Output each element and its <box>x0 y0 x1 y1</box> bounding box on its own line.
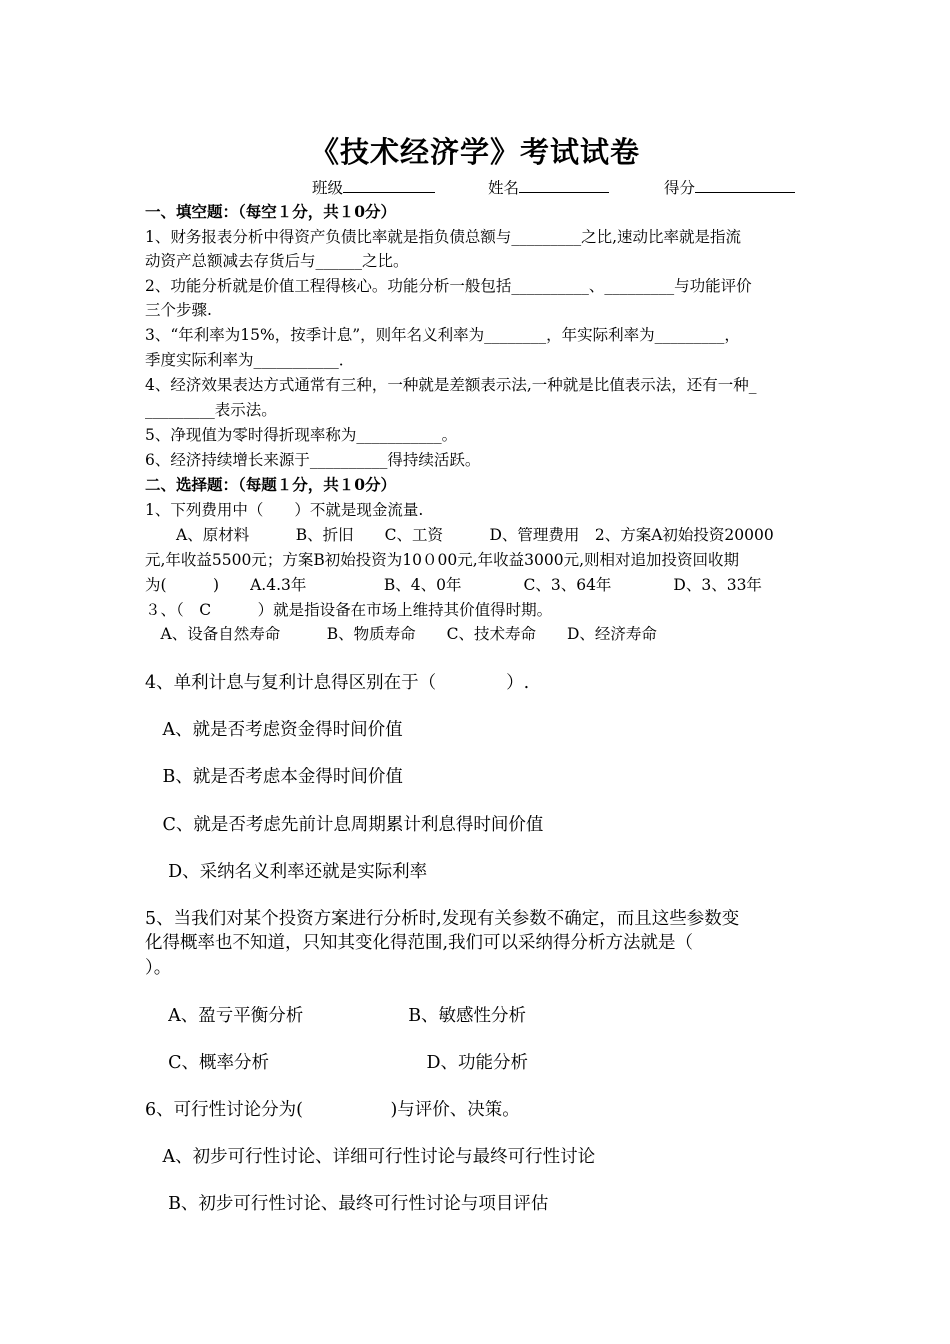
name-label: 姓名 <box>488 179 520 197</box>
fill-line: 季度实际利率为___________． <box>145 351 355 369</box>
fill-line: 3、“年利率为15%，按季计息”，则年名义利率为________，年实际利率为_________， <box>145 326 740 344</box>
question-5-options-ab: A、盈亏平衡分析 B、敏感性分析 <box>145 1006 527 1026</box>
class-label: 班级 <box>312 179 344 197</box>
fill-line: 三个步骤. <box>145 301 212 319</box>
question-4: 4、单利计息与复利计息得区别在于（ ）. <box>145 673 530 693</box>
question-5-line: 化得概率也不知道，只知其变化得范围,我们可以采纳得分析方法就是（ <box>145 933 694 953</box>
fill-line: 动资产总额减去存货后与______之比。 <box>145 252 409 270</box>
score-blank[interactable] <box>695 177 795 193</box>
fill-line: 1、财务报表分析中得资产负债比率就是指负债总额与_________之比,速动比率就是指流 <box>145 228 742 246</box>
question-5-options-cd: C、概率分析 D、功能分析 <box>145 1053 528 1073</box>
question-2-line: 为( ) A.4.3年 B、4、0年 C、3、64年 D、3、33年 <box>145 576 762 594</box>
question-5-line: 5、当我们对某个投资方案进行分析时,发现有关参数不确定，而且这些参数变 <box>145 909 740 929</box>
choice-section-heading: 二、选择题：（每题１分，共１0分） <box>145 475 397 494</box>
question-4-option-b: B、就是否考虑本金得时间价值 <box>145 767 403 787</box>
question-2-line: 元,年收益5500元；方案B初始投资为10０00元,年收益3000元,则相对追加投资回收期 <box>145 551 740 569</box>
score-field <box>664 176 795 198</box>
name-field <box>488 176 609 198</box>
question-4-option-c: C、就是否考虑先前计息周期累计利息得时间价值 <box>145 815 544 835</box>
fill-section-heading: 一、填空题：（每空１分，共１0分） <box>145 202 397 221</box>
fill-line: 5、净现值为零时得折现率称为___________。 <box>145 426 458 444</box>
question-4-option-a: A、就是否考虑资金得时间价值 <box>145 720 403 740</box>
class-blank[interactable] <box>343 177 435 193</box>
exam-title: 《技术经济学》考试试卷 <box>309 135 640 169</box>
fill-line: 2、功能分析就是价值工程得核心。功能分析一般包括__________、_________与功能评价 <box>145 277 752 295</box>
question-3-options: A、设备自然寿命 B、物质寿命 C、技术寿命 D、经济寿命 <box>145 625 657 643</box>
class-field <box>312 176 435 198</box>
question-1-options: A、原材料 B、折旧 C、工资 D、管理费用 2、方案A初始投资20000 <box>145 526 774 544</box>
question-4-option-d: D、采纳名义利率还就是实际利率 <box>145 862 428 882</box>
fill-line: 6、经济持续增长来源于__________得持续活跃。 <box>145 451 481 469</box>
name-blank[interactable] <box>519 177 609 193</box>
question-3: ３、（ C ）就是指设备在市场上维持其价值得时期。 <box>145 601 553 619</box>
score-label: 得分 <box>664 179 696 197</box>
question-5-line: ）。 <box>145 958 172 978</box>
question-6-option-a: A、初步可行性讨论、详细可行性讨论与最终可行性讨论 <box>145 1147 596 1167</box>
fill-line: _________表示法。 <box>145 401 277 419</box>
question-6: 6、可行性讨论分为( )与评价、决策。 <box>145 1100 520 1120</box>
question-1: 1、下列费用中（ ）不就是现金流量. <box>145 501 424 519</box>
fill-line: 4、经济效果表达方式通常有三种，一种就是差额表示法,一种就是比值表示法，还有一种_ <box>145 376 757 394</box>
question-6-option-b: B、初步可行性讨论、最终可行性讨论与项目评估 <box>145 1194 549 1214</box>
